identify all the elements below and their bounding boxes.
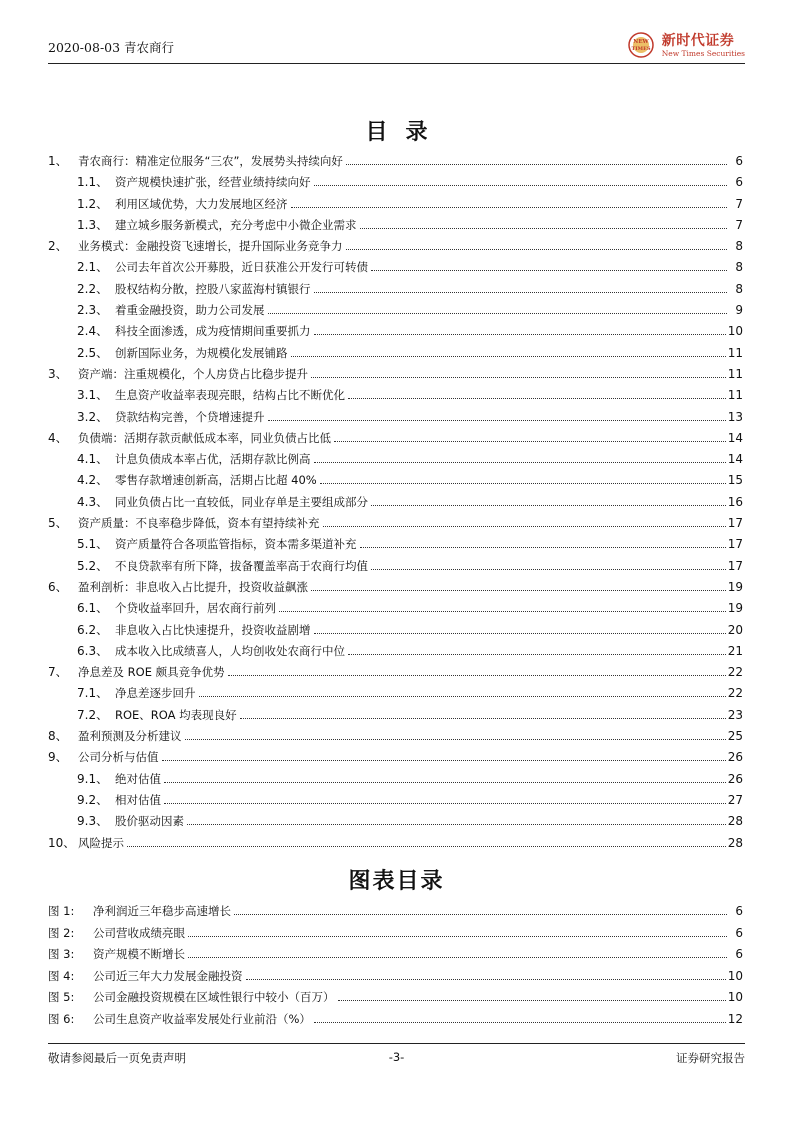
toc-subsection-entry[interactable] [48,599,743,620]
toc-entry-title: 不良贷款率有所下降，拔备覆盖率高于农商行均值 [115,558,368,573]
toc-entry-number: 4.2、 [77,473,109,488]
toc-subsection-entry[interactable] [48,280,743,301]
toc-leader-dots [164,802,726,804]
toc-entry-number: 9.3、 [77,814,109,829]
toc-entry-page: 19 [727,601,743,616]
toc-entry-number: 7.2、 [77,707,109,722]
toc-leader-dots [240,717,726,719]
toc-subsection-entry[interactable] [48,684,743,705]
figure-entry-label: 图 5: [48,990,75,1004]
figure-entry-title: 公司生息资产收益率发展处行业前沿（%） [93,1011,311,1026]
toc-section-entry[interactable] [48,365,743,386]
toc-entry-number: 10、 [48,835,76,850]
toc-leader-dots [360,546,726,548]
toc-subsection-entry[interactable] [48,791,743,812]
toc-entry-title: ROE、ROA 均表现良好 [115,707,237,722]
toc-leader-dots [268,419,726,421]
toc-entry-title: 创新国际业务，为规模化发展铺路 [115,345,288,360]
toc-entry-page: 23 [727,707,743,722]
toc-entry-number: 2、 [48,239,68,254]
toc-entry-page: 6 [735,154,743,168]
toc-entry-title: 资产质量：不良率稳步降低，资本有望持续补充 [78,516,320,531]
toc-entry-title: 青农商行：精准定位服务“三农”，发展势头持续向好 [78,154,343,168]
toc-entry-number: 5、 [48,516,68,531]
toc-leader-dots [279,610,726,612]
toc-leader-dots [348,653,726,655]
toc-entry-number: 2.3、 [77,303,109,318]
toc-entry-number: 4.3、 [77,494,109,509]
figure-leader-dots [246,978,726,980]
figure-leader-dots [188,956,727,958]
toc-subsection-entry[interactable] [48,471,743,492]
page-header [48,30,745,64]
toc-entry-title: 生息资产收益率表现亮眼，结构占比不断优化 [115,388,345,403]
toc-entry-number: 4、 [48,430,68,445]
toc-entry-page: 8 [735,239,743,254]
toc-entry-page: 25 [727,729,743,744]
toc-entry-number: 1.2、 [77,196,109,211]
toc-entry-page: 6 [735,175,743,190]
figure-entry-page: 6 [735,925,743,940]
toc-section-entry[interactable] [48,748,743,769]
toc-leader-dots [371,269,727,271]
toc-entry-title: 股价驱动因素 [115,814,184,829]
toc-section-entry[interactable] [48,152,743,173]
toc-leader-dots [346,248,728,250]
toc-entry-page: 17 [727,558,743,573]
page-number: -3- [388,1050,405,1064]
toc-section-entry[interactable] [48,429,743,450]
figure-entry-page: 10 [727,990,743,1004]
toc-subsection-entry[interactable] [48,216,743,237]
figure-leader-dots [314,1021,726,1023]
toc-entry-number: 8、 [48,729,68,744]
toc-entry-number: 6.1、 [77,601,109,616]
figure-entry-label: 图 4: [48,968,75,983]
figure-entry-title: 资产规模不断增长 [93,947,185,961]
brand-logo [624,30,745,60]
toc-entry-page: 17 [727,537,743,552]
toc-entry-number: 5.1、 [77,537,109,552]
toc-leader-dots [162,759,726,761]
figure-entry-label: 图 6: [48,1011,75,1026]
toc-entry-title: 绝对估值 [115,771,161,786]
toc-entry-number: 2.2、 [77,281,109,296]
toc-entry-page: 8 [735,260,743,275]
toc-entry-title: 零售存款增速创新高，活期占比超 40% [115,473,317,488]
toc-entry-page: 28 [727,835,743,850]
table-of-contents [48,152,743,855]
toc-section-entry[interactable] [48,514,743,535]
toc-leader-dots [268,312,728,314]
figures-heading: 图表目录 [348,869,445,894]
toc-entry-page: 14 [727,430,743,445]
toc-entry-title: 同业负债占比一直较低，同业存单是主要组成部分 [115,494,368,509]
figure-entry-page: 12 [727,1011,743,1026]
figure-entry-title: 公司营收成绩亮眼 [93,925,185,940]
toc-entry-title: 净息差逐步回升 [115,686,196,701]
toc-entry-page: 14 [727,452,743,467]
figure-entry[interactable] [48,1011,743,1033]
toc-subsection-entry[interactable] [48,322,743,343]
header-date-company: 2020-08-03 青农商行 [48,40,175,55]
toc-entry-page: 20 [727,622,743,637]
toc-leader-dots [311,589,726,591]
toc-entry-number: 6、 [48,579,68,594]
toc-subsection-entry[interactable] [48,535,743,556]
figure-entry[interactable] [48,989,743,1011]
toc-section-entry[interactable] [48,727,743,748]
toc-subsection-entry[interactable] [48,642,743,663]
figure-entry[interactable] [48,968,743,990]
toc-entry-title: 公司分析与估值 [78,750,159,765]
toc-entry-page: 10 [727,324,743,339]
toc-entry-page: 26 [727,750,743,765]
toc-entry-number: 1、 [48,154,68,168]
toc-entry-page: 9 [735,303,743,318]
toc-entry-page: 16 [727,494,743,509]
toc-entry-page: 26 [727,771,743,786]
toc-entry-number: 1.1、 [77,175,109,190]
toc-leader-dots [314,333,726,335]
toc-entry-title: 个贷收益率回升，居农商行前列 [115,601,276,616]
toc-section-entry[interactable] [48,578,743,599]
toc-subsection-entry[interactable] [48,770,743,791]
toc-entry-number: 2.5、 [77,345,109,360]
toc-subsection-entry[interactable] [48,301,743,322]
figure-list [48,903,743,1032]
toc-entry-title: 非息收入占比快速提升，投资收益剧增 [115,622,311,637]
toc-entry-number: 9、 [48,750,68,765]
toc-leader-dots [334,440,726,442]
toc-entry-title: 资产端：注重规模化，个人房贷占比稳步提升 [78,366,308,381]
toc-section-entry[interactable] [48,834,743,855]
report-type: 证券研究报告 [676,1051,745,1065]
toc-leader-dots [228,674,726,676]
header-divider [48,63,745,64]
logo-chinese-name: 新时代证券 [661,32,735,49]
toc-entry-number: 3.2、 [77,409,109,424]
figure-leader-dots [188,935,727,937]
toc-entry-title: 风险提示 [78,835,124,850]
toc-subsection-entry[interactable] [48,812,743,833]
toc-subsection-entry[interactable] [48,344,743,365]
toc-leader-dots [291,355,726,357]
figure-entry[interactable] [48,946,743,968]
figure-entry-title: 公司近三年大力发展金融投资 [93,968,243,983]
toc-entry-page: 7 [735,217,743,232]
toc-entry-title: 资产规模快速扩张，经营业绩持续向好 [115,175,311,190]
toc-leader-dots [314,291,728,293]
toc-subsection-entry[interactable] [48,195,743,216]
toc-entry-title: 盈利剖析：非息收入占比提升，投资收益飙涨 [78,579,308,594]
toc-entry-title: 利用区域优势，大力发展地区经济 [115,196,288,211]
toc-entry-title: 成本收入比成绩喜人，人均创收处农商行中位 [115,643,345,658]
toc-subsection-entry[interactable] [48,386,743,407]
toc-leader-dots [185,738,726,740]
toc-entry-title: 业务模式：金融投资飞速增长，提升国际业务竞争力 [78,239,343,254]
figure-leader-dots [234,913,727,915]
toc-entry-title: 盈利预测及分析建议 [78,729,182,744]
toc-entry-page: 7 [735,196,743,211]
figure-entry[interactable] [48,925,743,947]
toc-entry-page: 11 [727,388,743,403]
toc-entry-title: 公司去年首次公开募股，近日获准公开发行可转债 [115,260,368,275]
figure-leader-dots [338,999,726,1001]
toc-leader-dots [348,397,726,399]
figure-entry-label: 图 1: [48,904,75,918]
toc-entry-number: 9.1、 [77,771,109,786]
toc-leader-dots [127,845,726,847]
toc-entry-title: 科技全面渗透，成为疫情期间重要抓力 [115,324,311,339]
toc-entry-number: 5.2、 [77,558,109,573]
toc-leader-dots [360,227,728,229]
toc-entry-number: 6.2、 [77,622,109,637]
toc-entry-page: 27 [727,792,743,807]
toc-leader-dots [371,504,726,506]
toc-entry-page: 21 [727,643,743,658]
toc-entry-number: 4.1、 [77,452,109,467]
figure-entry-title: 净利润近三年稳步高速增长 [93,904,231,918]
toc-leader-dots [314,461,726,463]
toc-entry-page: 11 [727,366,743,381]
toc-entry-number: 6.3、 [77,643,109,658]
toc-entry-page: 28 [727,814,743,829]
toc-entry-number: 2.1、 [77,260,109,275]
toc-entry-title: 着重金融投资，助力公司发展 [115,303,265,318]
toc-entry-page: 11 [727,345,743,360]
figure-entry-page: 6 [735,904,743,918]
toc-entry-page: 22 [727,665,743,680]
toc-leader-dots [187,823,726,825]
toc-entry-number: 9.2、 [77,792,109,807]
toc-subsection-entry[interactable] [48,258,743,279]
toc-heading: 目录 [365,120,446,145]
figure-entry-label: 图 2: [48,925,75,940]
toc-entry-title: 计息负债成本率占优，活期存款比例高 [115,452,311,467]
toc-leader-dots [320,482,726,484]
toc-leader-dots [314,184,728,186]
toc-subsection-entry[interactable] [48,621,743,642]
logo-english-name: New Times Securities [661,48,745,58]
toc-subsection-entry[interactable] [48,173,743,194]
svg-text:NEW: NEW [633,39,649,45]
logo-badge-icon [624,31,658,59]
figure-entry-label: 图 3: [48,947,75,961]
toc-leader-dots [323,525,726,527]
toc-leader-dots [346,163,727,165]
svg-text:TIMES: TIMES [631,46,651,52]
toc-subsection-entry[interactable] [48,408,743,429]
toc-entry-title: 资产质量符合各项监管指标，资本需多渠道补充 [115,537,357,552]
toc-entry-page: 19 [727,579,743,594]
toc-entry-page: 22 [727,686,743,701]
figure-entry[interactable] [48,903,743,925]
toc-entry-title: 负债端：活期存款贡献低成本率，同业负债占比低 [78,430,331,445]
toc-entry-title: 建立城乡服务新模式，充分考虑中小微企业需求 [115,217,357,232]
toc-entry-number: 3、 [48,366,68,381]
figure-entry-page: 6 [735,947,743,961]
toc-subsection-entry[interactable] [48,450,743,471]
toc-entry-title: 净息差及 ROE 颇具竞争优势 [78,665,225,680]
figure-entry-title: 公司金融投资规模在区域性银行中较小（百万） [93,990,335,1004]
toc-section-entry[interactable] [48,237,743,258]
toc-entry-number: 7、 [48,665,68,680]
toc-subsection-entry[interactable] [48,493,743,514]
toc-entry-page: 17 [727,516,743,531]
toc-leader-dots [291,206,728,208]
toc-subsection-entry[interactable] [48,557,743,578]
toc-entry-page: 15 [727,473,743,488]
toc-leader-dots [314,632,726,634]
toc-subsection-entry[interactable] [48,706,743,727]
footer-divider [48,1043,745,1044]
toc-leader-dots [371,568,726,570]
disclaimer-note: 敬请参阅最后一页免责声明 [48,1051,186,1065]
toc-leader-dots [199,695,726,697]
page-footer [48,1043,745,1070]
toc-leader-dots [311,376,726,378]
toc-entry-title: 相对估值 [115,792,161,807]
toc-entry-page: 8 [735,281,743,296]
toc-entry-page: 13 [727,409,743,424]
toc-leader-dots [164,781,726,783]
figure-entry-page: 10 [727,968,743,983]
toc-entry-title: 贷款结构完善，个贷增速提升 [115,409,265,424]
toc-section-entry[interactable] [48,663,743,684]
toc-entry-number: 1.3、 [77,217,109,232]
toc-entry-number: 2.4、 [77,324,109,339]
toc-entry-title: 股权结构分散，控股八家蓝海村镇银行 [115,281,311,296]
toc-entry-number: 3.1、 [77,388,109,403]
toc-entry-number: 7.1、 [77,686,109,701]
